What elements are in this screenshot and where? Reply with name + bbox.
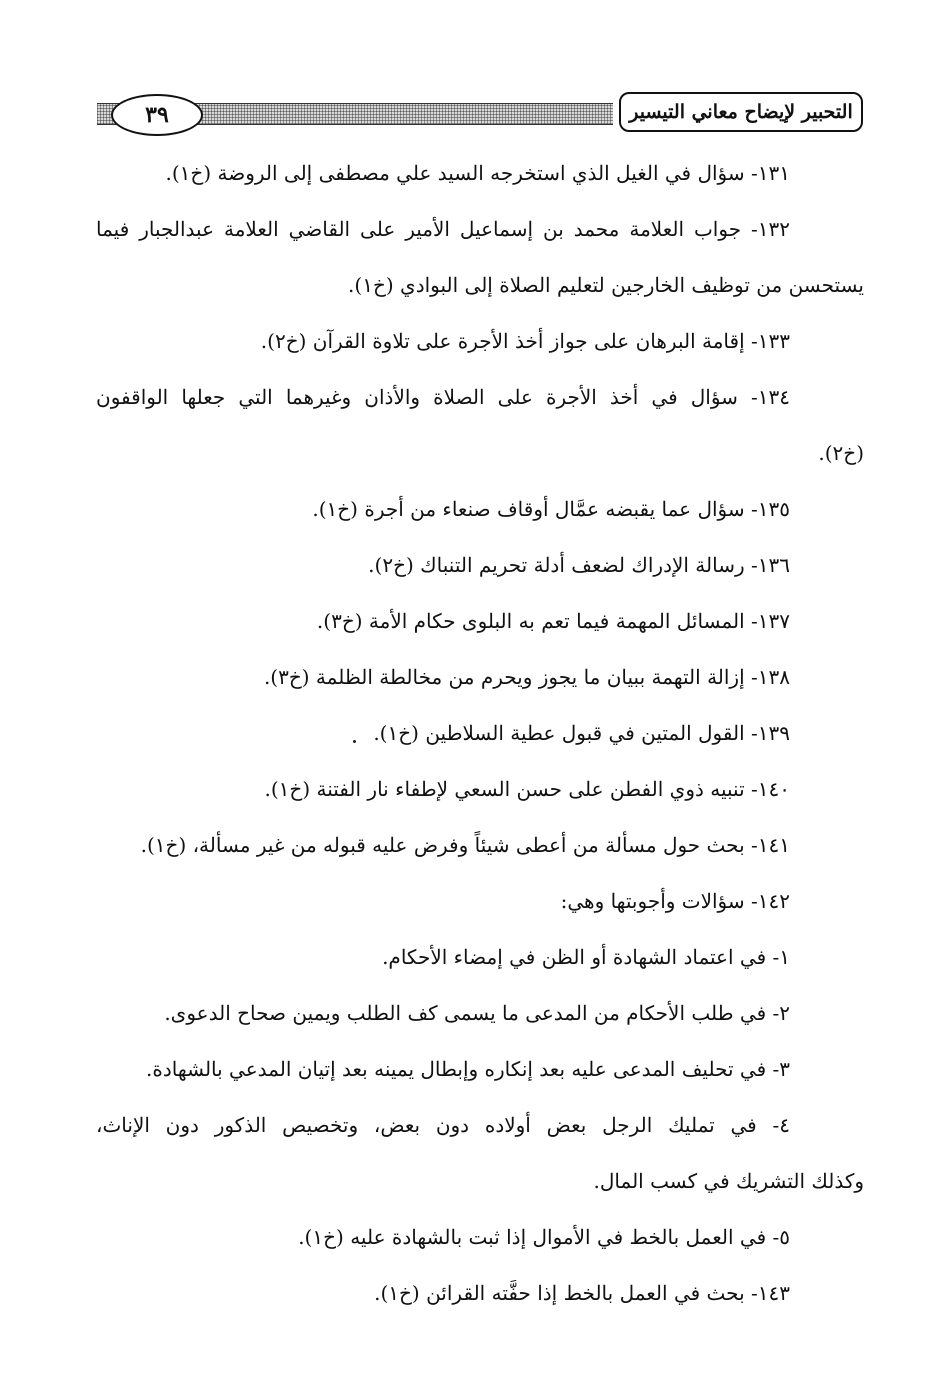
text-line: ١٣٥- سؤال عما يقبضه عمَّال أوقاف صنعاء من أجرة (خ١). — [312, 497, 790, 521]
text-line: ١- في اعتماد الشهادة أو الظن في إمضاء الأحكام. — [382, 945, 790, 969]
text-line: ٢- في طلب الأحكام من المدعى ما يسمى كف الطلب ويمين صحاح الدعوى. — [164, 1001, 790, 1025]
text-line: ١٣٨- إزالة التهمة ببيان ما يجوز ويحرم من مخالطة الظلمة (خ٣). — [263, 665, 790, 689]
text-line: ١٤٣- بحث في العمل بالخط إذا حفَّته القرائن (خ١). — [374, 1281, 790, 1305]
page-body — [96, 145, 864, 1321]
stray-mark — [353, 740, 356, 743]
text-line: (خ٢). — [818, 441, 864, 465]
text-line: ١٤٢- سؤالات وأجوبتها وهي: — [560, 889, 790, 913]
text-line: يستحسن من توظيف الخارجين لتعليم الصلاة إلى البوادي (خ١). — [348, 273, 864, 297]
page-header — [97, 92, 863, 138]
text-line: ١٤١- بحث حول مسألة من أعطى شيئاً وفرض عليه قبوله من غير مسألة، (خ١). — [140, 833, 790, 857]
text-line: وكذلك التشريك في كسب المال. — [593, 1169, 864, 1193]
text-line: ١٣٢- جواب العلامة محمد بن إسماعيل الأمير على القاضي العلامة عبدالجبار فيما — [96, 217, 790, 241]
text-line: ١٣٧- المسائل المهمة فيما تعم به البلوى حكام الأمة (خ٣). — [316, 609, 790, 633]
text-line: ٤- في تمليك الرجل بعض أولاده دون بعض، وتخصيص الذكور دون الإناث، — [96, 1113, 790, 1137]
text-line: ١٣٤- سؤال في أخذ الأجرة على الصلاة والأذان وغيرهما التي جعلها الواقفون — [96, 385, 790, 409]
text-line: ١٣٩- القول المتين في قبول عطية السلاطين (خ١). — [373, 721, 790, 745]
text-line: ١٣٣- إقامة البرهان على جواز أخذ الأجرة على تلاوة القرآن (خ٢). — [260, 329, 790, 353]
text-line: ١٤٠- تنبيه ذوي الفطن على حسن السعي لإطفاء نار الفتنة (خ١). — [264, 777, 790, 801]
text-line: ١٣١- سؤال في الغيل الذي استخرجه السيد علي مصطفى إلى الروضة (خ١). — [165, 161, 790, 185]
running-title: التحبير لإيضاح معاني التيسير — [619, 92, 863, 132]
text-line: ٥- في العمل بالخط في الأموال إذا ثبت بالشهادة عليه (خ١). — [298, 1225, 790, 1249]
text-line: ٣- في تحليف المدعى عليه بعد إنكاره وإبطال يمينه بعد إتيان المدعي بالشهادة. — [146, 1057, 790, 1081]
text-line: ١٣٦- رسالة الإدراك لضعف أدلة تحريم التنباك (خ٢). — [368, 553, 790, 577]
page-number: ٣٩ — [111, 94, 203, 136]
